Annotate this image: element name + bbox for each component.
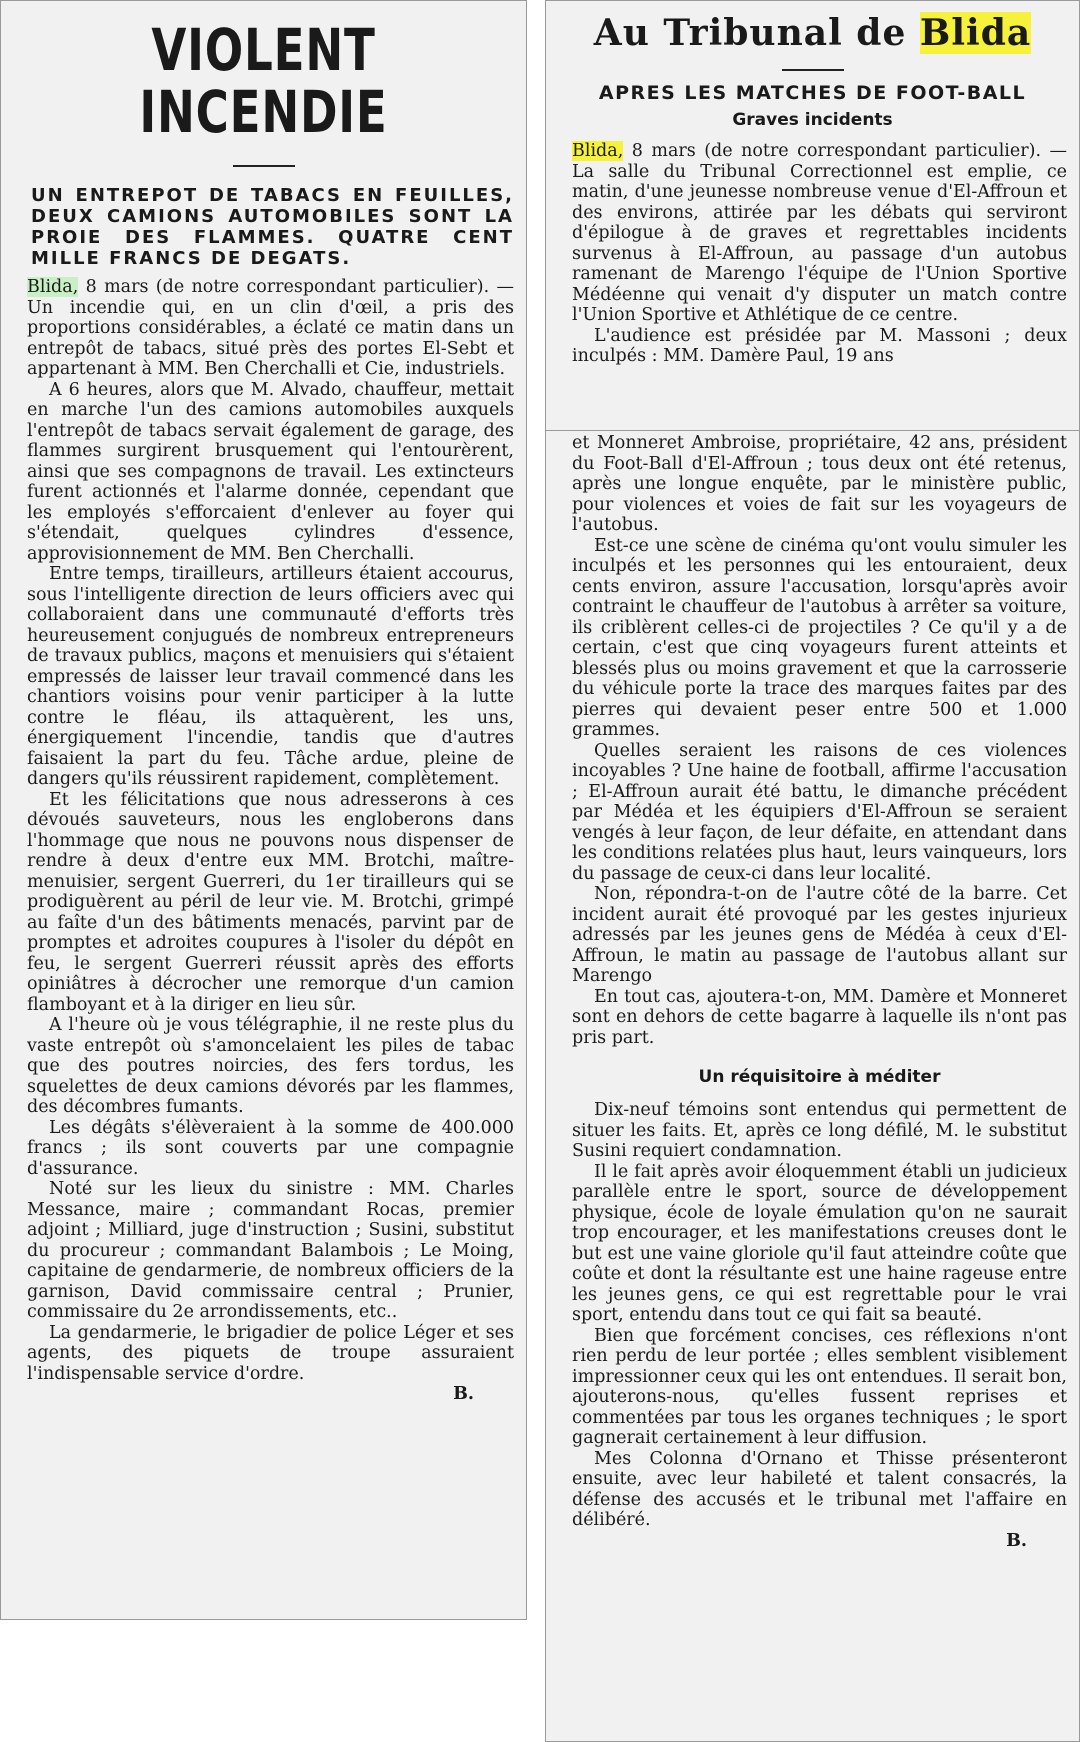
right-paragraph: L'audience est présidée par M. Massoni ; deux inculpés : MM. Damère Paul, 19 ans — [572, 325, 1067, 366]
right-paragraph — [572, 141, 1067, 326]
right-kicker: Graves incidents — [732, 110, 893, 130]
headline-city-highlight: Blida — [919, 12, 1032, 54]
left-body — [27, 277, 514, 1405]
right-paragraph: En tout cas, ajoutera-t-on, MM. Damère et Monneret sont en dehors de cette bagarre à laquelle ils n'ont pas pris part. — [572, 986, 1067, 1048]
left-paragraph: Noté sur les lieux du sinistre : MM. Charles Messance, maire ; commandant Rocas, premier adjoint ; Milliard, juge d'instruction ; Susini, substitut du procureur ; commandant Balambois ; Le Moing, capitaine de gendarmerie, de nombreux officiers de la garnison, David commissaire central ; Prunier, commissaire du 2e arrondissements, etc.. — [27, 1179, 514, 1322]
right-headline — [546, 1, 1079, 55]
left-paragraph: Entre temps, tirailleurs, artilleurs étaient accourus, sous l'intelligente direction de leurs officiers avec qui collaboraient dans une communauté d'efforts très heureusement conjugués de nombreux entrepreneurs de travaux publics, maçons et menuisiers qui s'étaient empressés de laisser leur travail commencé dans les chantiors voisins pour venir participer à la lutte contre le fléau, ils attaquèrent, les uns, énergiquement l'incendie, tandis que d'autres faisaient la part du feu. Tâche ardue, pleine de dangers qu'ils réussirent rapidement, complètement. — [27, 564, 514, 789]
right-body-top — [572, 141, 1067, 367]
right-paragraph: Dix-neuf témoins sont entendus qui permettent de situer les faits. Et, après ce long défilé, M. le substitut Susini requiert condamnation. — [572, 1100, 1067, 1161]
headline-rule — [233, 165, 295, 167]
left-paragraph: Les dégâts s'élèveraient à la somme de 400.000 francs ; ils sont couverts par une compagnie d'assurance. — [27, 1117, 514, 1179]
right-paragraph: Quelles seraient les raisons de ces violences incoyables ? Une haine de football, affirme l'accusation ; El-Affroun aurait été battu, le dimanche précédent par Médéa et les équipiers d'El-Affroun se seraient vengés à leur façon, de leur défaite, en attendant dans les conditions relatées plus haut, leurs vainqueurs, lors du passage de ceux-ci dans leur localité. — [572, 740, 1067, 884]
left-paragraph: La gendarmerie, le brigadier de police Léger et ses agents, des piquets de troupe assuraient l'indispensable service d'ordre. — [27, 1322, 514, 1384]
right-headline-text: Au Tribunal de — [593, 12, 920, 54]
dateline-city-highlight: Blida, — [27, 277, 79, 297]
right-body-bottom — [572, 431, 1067, 1551]
right-article-clipping-top — [545, 0, 1080, 432]
right-paragraph: et Monneret Ambroise, propriétaire, 42 ans, président du Foot-Ball d'El-Affroun ; tous deux ont été retenus, après une longue enquête, par le ministère public, pour violences et voies de fait sur les voyageurs de l'autobus. — [572, 433, 1067, 535]
dateline-city-highlight: Blida, — [572, 141, 624, 161]
left-paragraph: A 6 heures, alors que M. Alvado, chauffeur, mettait en marche l'un des camions automobiles auxquels l'entrepôt de tabacs servait également de garage, des flammes surgirent brusquement qui l'entourèrent, ainsi que ses compagnons de travail. Les extincteurs furent actionnés et l'alarme donnée, cependant que les employés s'efforcaient d'enlever au foyer qui s'étendait, quelques cylindres d'essence, approvisionnement de MM. Ben Cherchalli. — [27, 379, 514, 564]
right-paragraph: Mes Colonna d'Ornano et Thisse présenteront ensuite, avec leur habileté et talent consacrés, la défense des accusés et le tribunal met l'affaire en délibéré. — [572, 1448, 1067, 1530]
left-article-clipping — [0, 0, 527, 1620]
left-headline: VIOLENT INCENDIE — [139, 16, 388, 146]
right-section-heading: Un réquisitoire à méditer — [698, 1067, 941, 1087]
left-paragraph-text: 8 mars (de notre correspondant particulier). — Un incendie qui, en un clin d'œil, a pris des proportions considérables, a éclaté ce matin dans un entrepôt de tabacs, situé près des portes El-Sebt et appartenant à MM. Ben Cherchalli et Cie, industriels. — [27, 277, 514, 379]
right-article-clipping-bottom — [545, 430, 1080, 1742]
left-signature: B. — [453, 1384, 474, 1404]
left-subhead: UN ENTREPOT DE TABACS EN FEUILLES, DEUX CAMIONS AUTOMOBILES SONT LA PROIE DES FLAMMES. QUATRE CENT MILLE FRANCS DE DEGATS. — [31, 185, 514, 269]
right-signature: B. — [1006, 1530, 1027, 1551]
right-paragraph: Non, répondra-t-on de l'autre côté de la barre. Cet incident aurait été provoqué par les gestes injurieux adressés par les jeunes gens de Médéa à ceux d'El-Affroun, le matin au passage de l'autobus allant sur Marengo — [572, 884, 1067, 986]
right-paragraph: Il le fait après avoir éloquemment établi un judicieux parallèle entre le sport, source de développement physique, école de loyale émulation qu'on ne saurait trop encourager, et les manifestations creuses dont le but est une vaine gloriole qu'il faut atteindre coûte que coûte et dont la résultante est une haine rageuse entre les jeunes gens, ce qui est regrettable pour le vrai sport, entendu dans tout ce qui fait sa beauté. — [572, 1161, 1067, 1325]
left-paragraph — [27, 277, 514, 380]
left-paragraph: Et les félicitations que nous adresserons à ces dévoués sauveteurs, nous les engloberons dans l'hommage que nous ne pouvons nous dispenser de rendre à deux d'entre eux MM. Brotchi, maître-menuisier, sergent Guerreri, du 1er tirailleurs qui se prodiguèrent au péril de leur vie. M. Brotchi, grimpé au faîte d'un des bâtiments menacés, parvint par de promptes et adroites coupures à l'isoler du dépôt en feu, le sergent Guerreri réussit après des efforts opiniâtres à décrocher une remorque d'un camion flamboyant et à la diriger en lieu sûr. — [27, 789, 514, 1015]
headline-rule — [782, 69, 844, 71]
right-paragraph: Bien que forcément concises, ces réflexions n'ont rien perdu de leur portée ; elles semblent visiblement impressionner ceux qui les ont entendues. Il serait bon, ajouterons-nous, qu'elles fussent reprises et commentées par tous les organes techniques ; le sport gagnerait certainement à leur diffusion. — [572, 1325, 1067, 1448]
right-paragraph: Est-ce une scène de cinéma qu'ont voulu simuler les inculpés et les personnes qui les entouraient, deux cents environ, assure l'accusation, lorsqu'après avoir contraint le chauffeur de l'autobus à arrêter sa voiture, ils criblèrent celles-ci de projectiles ? Ce qu'il y a de certain, c'est que cinq voyageurs furent atteints et blessés plus ou moins gravement et que la carrosserie du véhicule porte la trace des marques faites par des pierres qui devaient peser entre 500 et 1.000 grammes. — [572, 535, 1067, 740]
left-paragraph: A l'heure où je vous télégraphie, il ne reste plus du vaste entrepôt où s'amoncelaient les piles de tabac que des poutres noircies, des fers tordus, les squelettes de deux camions dévorés par les flammes, des décombres fumants. — [27, 1015, 514, 1117]
right-paragraph-text: 8 mars (de notre correspondant particulier). — La salle du Tribunal Correctionnel est emplie, ce matin, d'une jeunesse nombreuse venue d'El-Affroun et des environs, attirée par les débats qui serviront d'épilogue à de graves et regrettables incidents survenus à El-Affroun, au passage d'un autobus ramenant de Marengo l'équipe de l'Union Sportive Médéenne qui venait d'y disputer un match contre l'Union Sportive et Athlétique de ce centre. — [572, 141, 1067, 325]
right-subhead: APRES LES MATCHES DE FOOT-BALL — [598, 82, 1027, 104]
